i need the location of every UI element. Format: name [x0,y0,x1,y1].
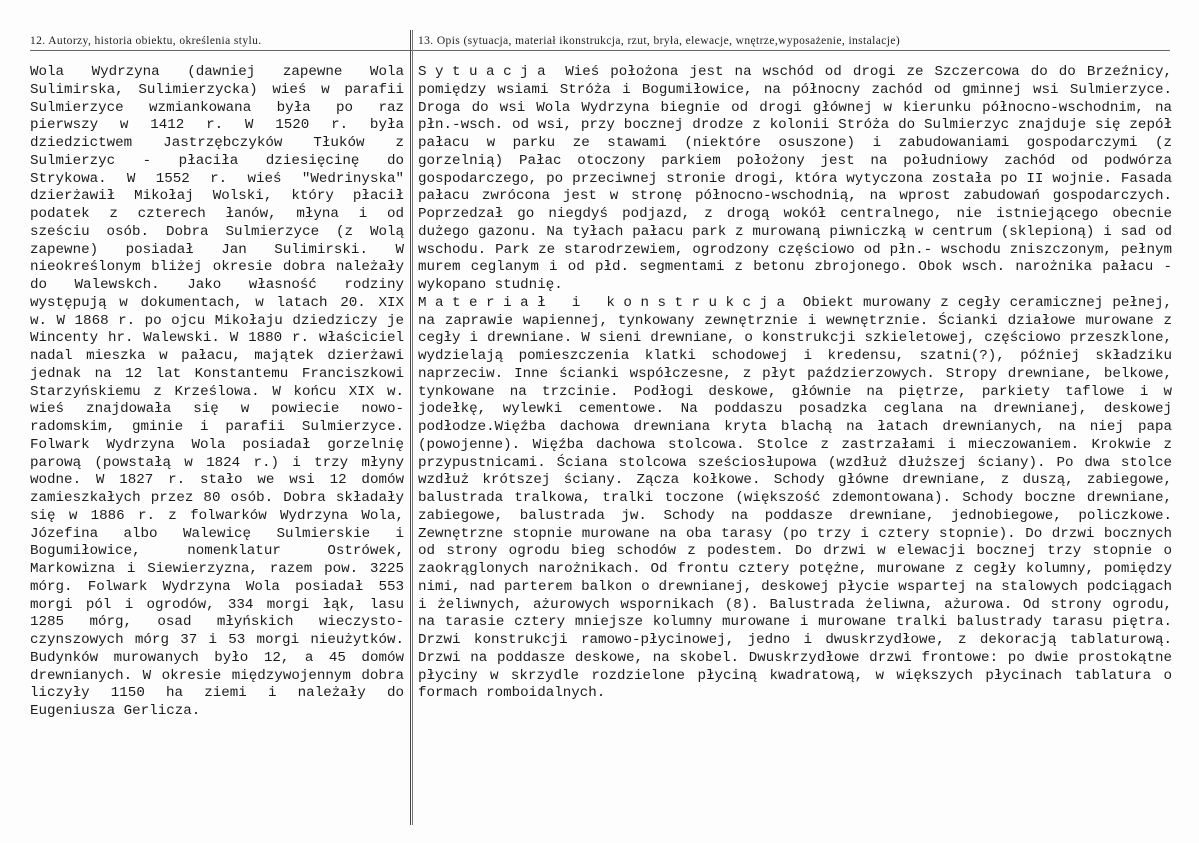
section-12-header: 12. Autorzy, historia obiektu, określenia stylu. [30,35,262,47]
column-divider [410,30,411,825]
situation-heading: Sytuacja [418,64,555,80]
material-heading: Materiał i konstrukcja [418,294,794,311]
section-13-header: 13. Opis (sytuacja, materiał ikonstrukcja, rzut, bryła, elewacje, wnętrze,wyposażenie, instalacje) [418,35,901,47]
description-column [418,64,1172,703]
material-text: Obiekt murowany z cegły ceramicznej pełnej, na zaprawie wapiennej, tynkowany zewnętrznie i wewnętrznie. Ścianki działowe murowane z cegły i drewniane. W sieni drewniane, o konstrukcji szkieletowej, częściowo przeszklone, wydzielają pomieszczenia klatki schodowej i kredensu, szatni(?), później składziku naprzeciw. Inne ścianki współczesne, z płyt paździerzowych. Stropy drewniane, belkowe, tynkowane na trzcinie. Podłogi deskowe, głównie na piętrze, parkiety taflowe i w jodełkę, wylewki cementowe. Na poddaszu posadzka ceglana na drewnianej, deskowej podłodze.Więźba dachowa drewniana kryta blachą na łatach drewnianych, na niej papa (powojenne). Więźba dachowa stolcowa. Stolce z zastrzałami i mieczowaniem. Krokwie z przypustnicami. Ściana stolcowa sześciosłupowa (wzdłuż dłuższej ściany). Po dwa stolce wzdłuż krótszej ściany. Zącza kołkowe. Schody główne drewniane, z duszą, zabiegowe, balustrada tralkowa, tralki toczone (większość zdemontowana). Schody boczne drewniane, zabiegowe, balustrada jw. Schody na poddasze drewniane, jednobiegowe, policzkowe. Zewnętrzne stopnie murowane na oba tarasy (po trzy i cztery stopnie). Do drzwi bocznych od strony ogrodu bieg schodów z podestem. Do drzwi w elewacji bocznej trzy stopnie o zaokrąglonych narożnikach. Od frontu cztery potężne, murowane z cegły kolumny, pomiędzy nimi, nad parterem balkon o drewnianej, deskowej płycie wspartej na stalowych podciągach i żeliwnych, ażurowych wspornikach (8). Balustrada żeliwna, ażurowa. Od strony ogrodu, na tarasie cztery mniejsze kolumny murowane i murowane tralki balustrady tarasu piętra. Drzwi konstrukcji ramowo-płycinowej, jedno i dwuskrzydłowe, z dekoracją tablaturową. Drzwi na poddasze deskowe, na skobel. Dwuskrzydłowe drzwi frontowe: po dwie prostokątne płyciny w skrzydle rozdzielone płyciną kwadratową, w większych płycinach tablatura o formach romboidalnych. [418,294,1172,702]
situation-text: Wieś położona jest na wschód od drogi ze Szczercowa do do Brzeźnicy, pomiędzy wsiami Stróża i Bogumiłowice, na północny zachód od gminnej wsi Sulmierzyce. Droga do wsi Wola Wydrzyna biegnie od drogi głównej w kierunku północno-wschodnim, na płn.-wsch. od wsi, przy bocznej drodze z kolonii Stróża do Sulmierzyc znajduje się zepół pałacu w parku ze stawami (niektóre osuszone) i zabudowaniami gospodarczymi (z gorzelnią) Pałac otoczony parkiem położony jest na południowy zachód od podwórza gospodarczego, po przeciwnej stronie drogi, która wytyczona została po II wojnie. Fasada pałacu zwrócona jest w stronę północno-wschodnią, na wprost zabudowań gospodarczych. Poprzedzał go niegdyś podjazd, z drogą wokół centralnego, nie istniejącego obecnie dużego gazonu. Na tyłach pałacu park z murowaną piwniczką w centrum (sklepioną) i sad od wschodu. Park ze starodrzewiem, ogrodzony częściowo od płn.- wschodu zniszczonym, pełnym murem ceglanym i od płd. segmentami z betonu zbrojonego. Obok wsch. narożnika pałacu -wykopano studnię. [418,64,1173,293]
column-divider-inner [412,30,413,825]
history-text: Wola Wydrzyna (dawniej zapewne Wola Sulimirska, Sulimierzycka) wieś w parafii Sulmierzyce wzmiankowana była po raz pierwszy w 1412 r. W 1520 r. była dziedzictwem Jastrzębczyków Tłuków z Sulmierzyc - płaciła dziesięcinę do Strykowa. W 1552 r. wieś "Wedrinyska" dzierżawił Mikołaj Wolski, który płacił podatek z czterech łanów, młyna i od sześciu osób. Dobra Sulmierzyce (z Wolą zapewne) posiadał Jan Sulimirski. W nieokreślonym bliżej okresie dobra należały do Walewskch. Jako własność rodziny występują w dokumentach, w latach 20. XIX w. W 1868 r. po ojcu Mikołaju dziedziczy je Wincenty hr. Walewski. W 1880 r. właściciel nadal mieszka w pałacu, majątek dzierżawi jednak na 12 lat Konstantemu Franciszkowi Starzyńskiemu z Krześlowa. W końcu XIX w. wieś znajdowała się w powiecie nowo-radomskim, gminie i parafii Sulmierzyce. Folwark Wydrzyna Wola posiadał gorzelnię parową (powstałą w 1824 r.) i trzy młyny wodne. W 1827 r. stało we wsi 12 domów zamieszkałych przez 80 osób. Dobra składały się w 1886 r. z folwarków Wydrzyna Wola, Józefina albo Walewicę Sulmierskie i Bogumiłowice, nomenklatur Ostrówek, Markowizna i Siewierzyzna, razem pow. 3225 mórg. Folwark Wydrzyna Wola posiadał 553 morgi pól i ogrodów, 334 morgi łąk, lasu 1285 mórg, osad młyńskich wieczysto-czynszowych mórg 37 i 53 morgi nieużytków. Budynków murowanych było 12, a 45 domów drewnianych. W okresie międzywojennym dobra liczyły 1150 ha ziemi i należały do Eugeniusza Gerlicza. [30,64,404,719]
header-divider [30,50,1170,51]
material-paragraph [418,295,1172,703]
history-column [30,64,404,721]
situation-paragraph [418,64,1172,295]
